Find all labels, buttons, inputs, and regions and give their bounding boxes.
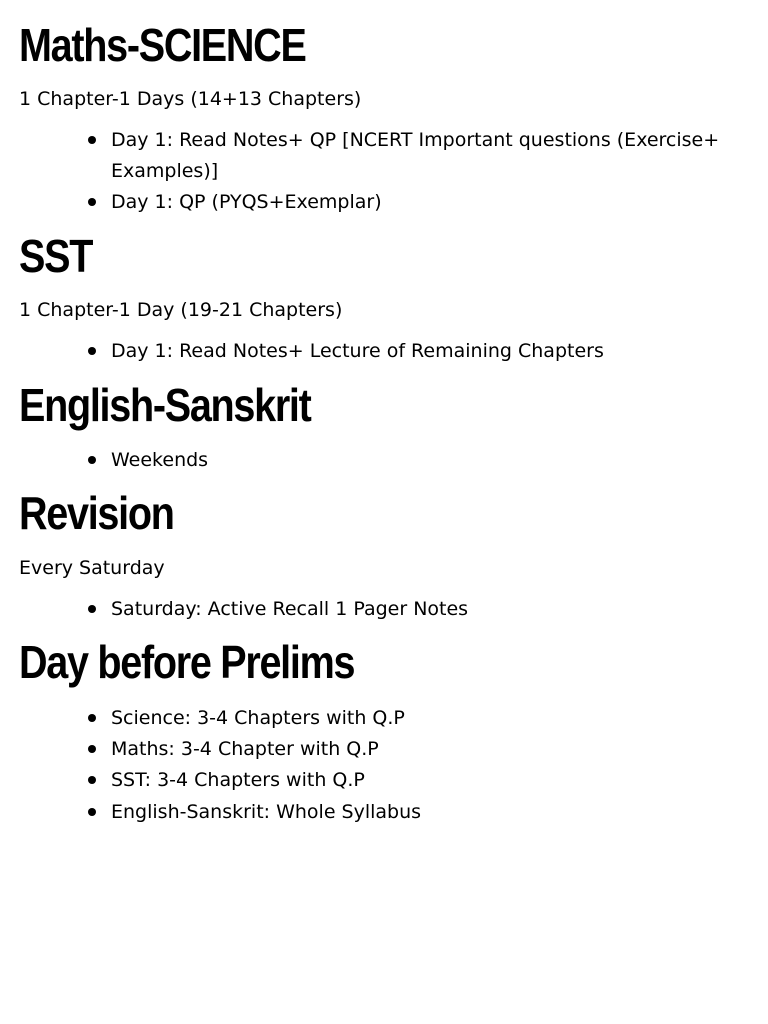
bullet-icon	[88, 714, 96, 722]
list-item-text: Maths: 3-4 Chapter with Q.P	[111, 738, 379, 760]
section-heading-sst: SST	[19, 230, 93, 282]
list-item-text: Science: 3-4 Chapters with Q.P	[111, 707, 405, 729]
bullet-icon	[88, 136, 96, 144]
list-item-text: Saturday: Active Recall 1 Pager Notes	[111, 598, 469, 620]
list-item-text: Weekends	[111, 449, 209, 471]
list-item	[111, 445, 741, 476]
bullet-icon	[88, 347, 96, 355]
list-item	[111, 336, 741, 367]
bullet-icon	[88, 808, 96, 816]
list-item	[111, 187, 741, 218]
bullet-icon	[88, 456, 96, 464]
section-note-maths-science: 1 Chapter-1 Days (14+13 Chapters)	[19, 88, 362, 110]
list-item-text: English-Sanskrit: Whole Syllabus	[111, 801, 422, 823]
list-item-text: SST: 3-4 Chapters with Q.P	[111, 769, 365, 791]
section-heading-english-sanskrit: English-Sanskrit	[19, 379, 311, 431]
list-item	[111, 125, 741, 187]
bullet-icon	[88, 605, 96, 613]
list-item	[111, 765, 741, 796]
list-item	[111, 594, 741, 625]
bullet-icon	[88, 745, 96, 753]
section-note-revision: Every Saturday	[19, 557, 165, 579]
section-note-sst: 1 Chapter-1 Day (19-21 Chapters)	[19, 299, 343, 321]
section-heading-revision: Revision	[19, 487, 174, 539]
list-item-text: Day 1: QP (PYQS+Exemplar)	[111, 191, 382, 213]
section-heading-day-before-prelims: Day before Prelims	[19, 636, 355, 688]
list-item	[111, 797, 741, 828]
list-item-text: Day 1: Read Notes+ Lecture of Remaining Chapters	[111, 340, 604, 362]
list-item	[111, 734, 741, 765]
list-item-text: Day 1: Read Notes+ QP [NCERT Important questions (Exercise+ Examples)]	[111, 129, 720, 182]
bullet-icon	[88, 198, 96, 206]
bullet-icon	[88, 776, 96, 784]
section-heading-maths-science: Maths-SCIENCE	[19, 19, 306, 71]
list-item	[111, 703, 741, 734]
